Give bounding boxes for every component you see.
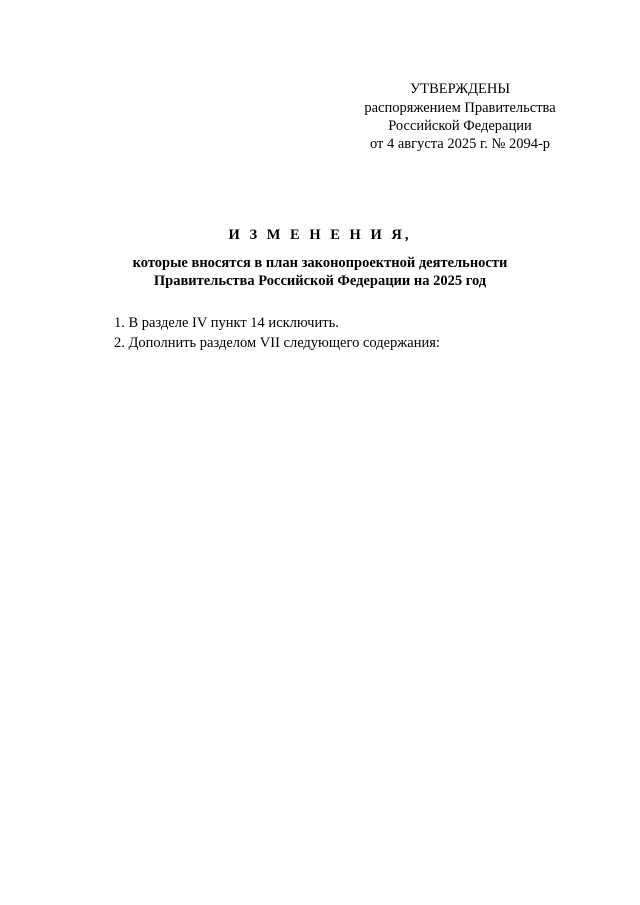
approval-line-date-number: от 4 августа 2025 г. № 2094-р [369,136,551,152]
changes-list [114,313,594,353]
change-item-2: 2. Дополнить разделом VII следующего содержания: [114,335,440,351]
document-heading [60,226,580,290]
heading-subtitle-line-1: которые вносятся в план законопроектной деятельности [132,255,508,271]
approval-title: УТВЕРЖДЕНЫ [409,81,511,97]
approval-stamp [340,80,580,153]
heading-subtitle-line-2: Правительства Российской Федерации на 2025 год [153,273,487,289]
heading-title: И З М Е Н Е Н И Я, [228,227,412,243]
approval-line-authority: распоряжением Правительства [364,100,556,116]
change-item-1: 1. В разделе IV пункт 14 исключить. [114,315,339,331]
approval-line-country: Российской Федерации [388,118,532,134]
